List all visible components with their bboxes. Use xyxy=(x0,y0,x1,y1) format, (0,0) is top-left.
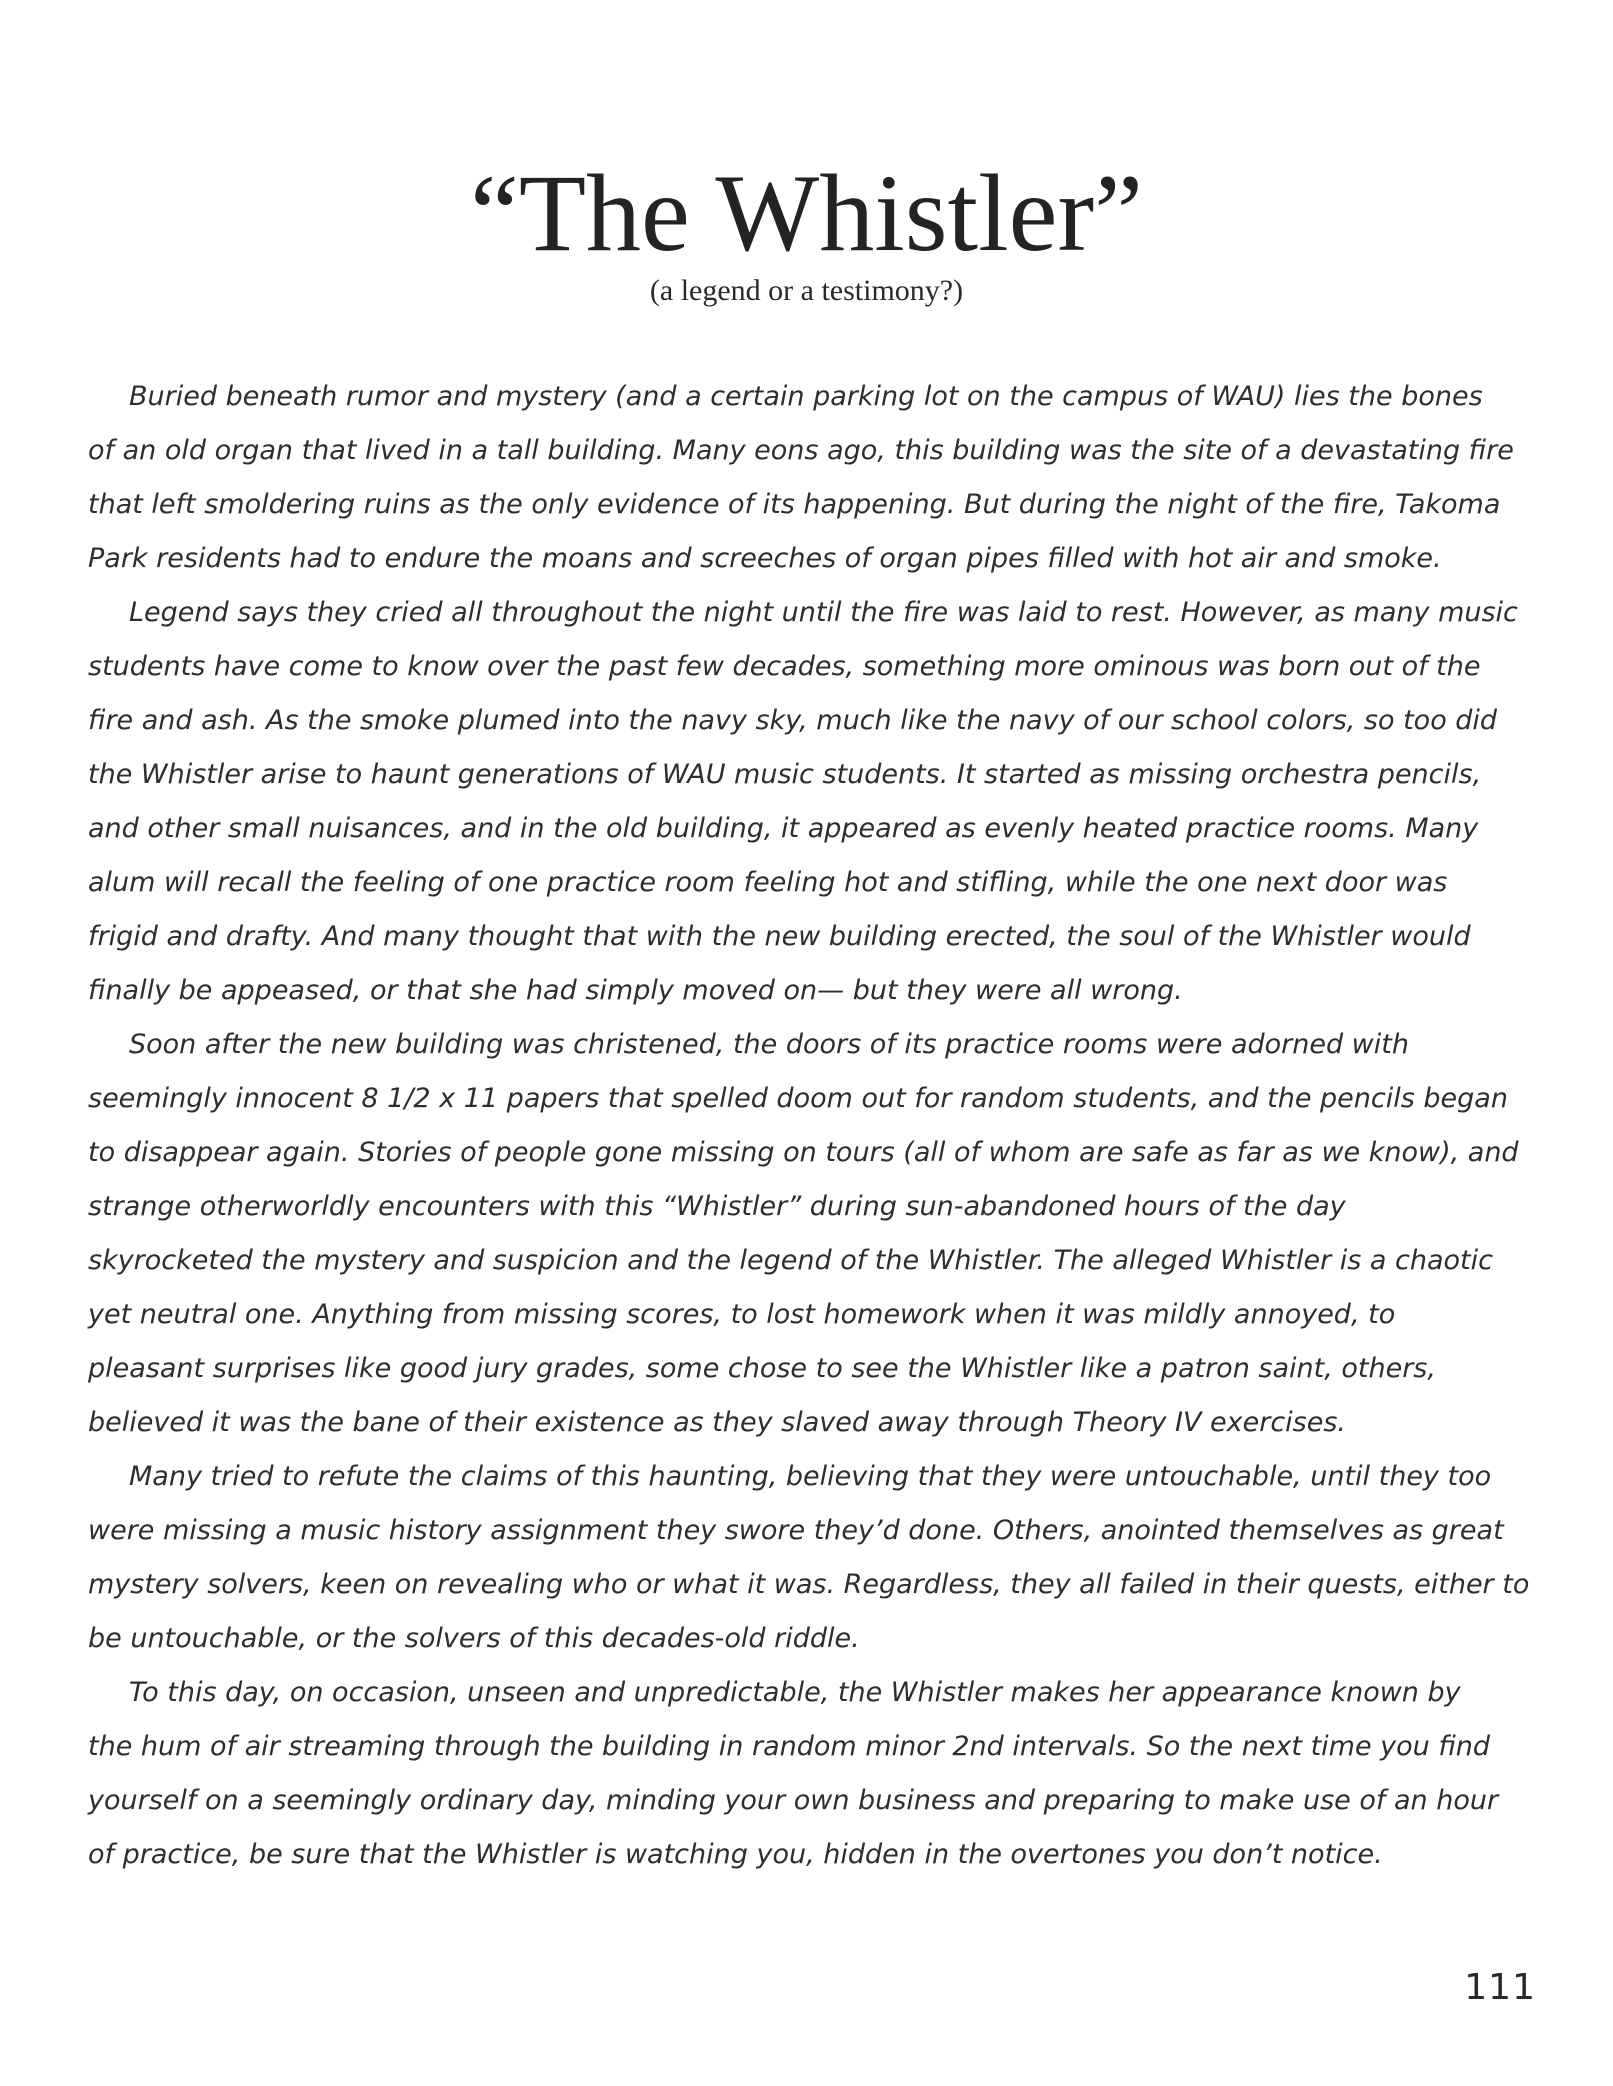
body-line: be untouchable, or the solvers of this decades-old riddle. xyxy=(88,1623,860,1654)
body-line: finally be appeased, or that she had simply moved on— but they were all wrong. xyxy=(88,975,1183,1006)
body-line: strange otherworldly encounters with this “Whistler” during sun-abandoned hours of the day xyxy=(88,1191,1346,1222)
page-subtitle: (a legend or a testimony?) xyxy=(649,274,964,307)
body-line: pleasant surprises like good jury grades, some chose to see the Whistler like a patron saint, others, xyxy=(88,1353,1436,1384)
body-line: Soon after the new building was christened, the doors of its practice rooms were adorned with xyxy=(129,1029,1409,1060)
body-line: Many tried to refute the claims of this haunting, believing that they were untouchable, until they too xyxy=(129,1461,1492,1492)
body-line: and other small nuisances, and in the old building, it appeared as evenly heated practice rooms. Many xyxy=(88,813,1479,844)
body-line: fire and ash. As the smoke plumed into the navy sky, much like the navy of our school colors, so too did xyxy=(88,705,1498,736)
page-number: 111 xyxy=(1464,1967,1536,2008)
body-line: of practice, be sure that the Whistler is watching you, hidden in the overtones you don’t notice. xyxy=(88,1839,1383,1870)
body-line: yourself on a seemingly ordinary day, minding your own business and preparing to make use of an hour xyxy=(88,1785,1499,1816)
body-line: frigid and drafty. And many thought that with the new building erected, the soul of the Whistler would xyxy=(88,921,1471,952)
body-line: skyrocketed the mystery and suspicion and the legend of the Whistler. The alleged Whistler is a chaotic xyxy=(88,1245,1493,1276)
page-title: “The Whistler” xyxy=(470,152,1143,274)
body-line: the Whistler arise to haunt generations of WAU music students. It started as missing orchestra pencils, xyxy=(88,759,1482,790)
body-line: To this day, on occasion, unseen and unpredictable, the Whistler makes her appearance known by xyxy=(129,1677,1461,1708)
body-line: were missing a music history assignment they swore they’d done. Others, anointed themselves as great xyxy=(88,1515,1504,1546)
body-line: students have come to know over the past few decades, something more ominous was born out of the xyxy=(88,651,1481,682)
body-line: that left smoldering ruins as the only evidence of its happening. But during the night of the fire, Takoma xyxy=(88,489,1501,520)
body-line: of an old organ that lived in a tall building. Many eons ago, this building was the site of a devastating fire xyxy=(88,435,1514,466)
body-line: alum will recall the feeling of one practice room feeling hot and stifling, while the one next door was xyxy=(88,867,1448,898)
body-line: Legend says they cried all throughout the night until the fire was laid to rest. However, as many music xyxy=(129,597,1518,628)
body-line: yet neutral one. Anything from missing scores, to lost homework when it was mildly annoyed, to xyxy=(88,1299,1396,1330)
body-line: seemingly innocent 8 1/2 x 11 papers that spelled doom out for random students, and the pencils began xyxy=(88,1083,1508,1114)
body-line: believed it was the bane of their existence as they slaved away through Theory IV exercises. xyxy=(88,1407,1346,1438)
body-line: Park residents had to endure the moans and screeches of organ pipes filled with hot air and smoke. xyxy=(88,543,1442,574)
story-body xyxy=(88,370,1528,1882)
body-line: Buried beneath rumor and mystery (and a certain parking lot on the campus of WAU) lies the bones xyxy=(129,381,1483,412)
body-line: the hum of air streaming through the building in random minor 2nd intervals. So the next time you find xyxy=(88,1731,1491,1762)
body-line: to disappear again. Stories of people gone missing on tours (all of whom are safe as far as we know), and xyxy=(88,1137,1519,1168)
body-line: mystery solvers, keen on revealing who or what it was. Regardless, they all failed in their quests, either to xyxy=(88,1569,1530,1600)
